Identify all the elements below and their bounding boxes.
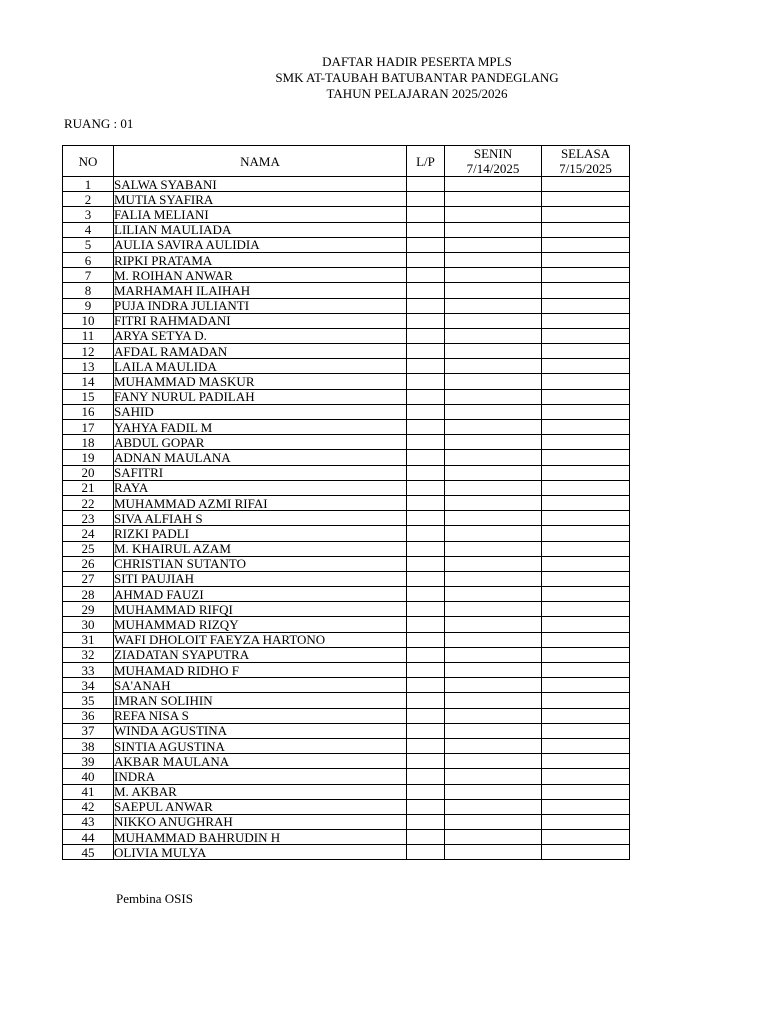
row-tuesday-cell [542,359,630,374]
row-monday-cell [445,830,542,845]
row-name: MUHAMMAD MASKUR [114,374,407,389]
row-gender-cell [407,754,445,769]
row-gender-cell [407,435,445,450]
row-gender-cell [407,830,445,845]
row-monday-cell [445,313,542,328]
row-name: AULIA SAVIRA AULIDIA [114,237,407,252]
row-name: SITI PAUJIAH [114,571,407,586]
row-name: M. KHAIRUL AZAM [114,541,407,556]
row-tuesday-cell [542,723,630,738]
table-row [63,617,630,632]
row-gender-cell [407,814,445,829]
row-number: 7 [63,268,114,283]
row-tuesday-cell [542,450,630,465]
row-name: SAHID [114,404,407,419]
row-number: 11 [63,328,114,343]
row-gender-cell [407,420,445,435]
row-tuesday-cell [542,328,630,343]
row-number: 24 [63,526,114,541]
row-name: INDRA [114,769,407,784]
row-monday-cell [445,222,542,237]
row-gender-cell [407,617,445,632]
row-tuesday-cell [542,237,630,252]
row-number: 23 [63,511,114,526]
row-number: 10 [63,313,114,328]
row-monday-cell [445,389,542,404]
row-monday-cell [445,647,542,662]
row-name: M. ROIHAN ANWAR [114,268,407,283]
table-row [63,647,630,662]
row-gender-cell [407,526,445,541]
table-row [63,754,630,769]
table-row [63,435,630,450]
row-gender-cell [407,404,445,419]
row-number: 5 [63,237,114,252]
row-tuesday-cell [542,708,630,723]
table-row [63,693,630,708]
table-row [63,678,630,693]
tuesday-date: 7/15/2025 [559,161,612,176]
table-row [63,252,630,267]
row-name: WAFI DHOLOIT FAEYZA HARTONO [114,632,407,647]
row-name: MUHAMMAD BAHRUDIN H [114,830,407,845]
row-gender-cell [407,495,445,510]
row-gender-cell [407,723,445,738]
row-gender-cell [407,465,445,480]
row-monday-cell [445,754,542,769]
row-tuesday-cell [542,693,630,708]
row-tuesday-cell [542,754,630,769]
row-gender-cell [407,738,445,753]
row-number: 41 [63,784,114,799]
row-gender-cell [407,799,445,814]
table-row [63,404,630,419]
row-name: REFA NISA S [114,708,407,723]
table-row [63,632,630,647]
table-row [63,769,630,784]
row-monday-cell [445,480,542,495]
row-gender-cell [407,359,445,374]
column-header-name: NAMA [114,146,407,177]
row-gender-cell [407,663,445,678]
row-gender-cell [407,268,445,283]
row-number: 6 [63,252,114,267]
row-gender-cell [407,192,445,207]
row-tuesday-cell [542,177,630,192]
table-row [63,374,630,389]
table-row [63,268,630,283]
row-monday-cell [445,693,542,708]
row-name: SIVA ALFIAH S [114,511,407,526]
table-row [63,283,630,298]
monday-label: SENIN [473,146,513,161]
row-number: 42 [63,799,114,814]
row-monday-cell [445,404,542,419]
signature-label: Pembina OSIS [116,891,193,906]
row-monday-cell [445,632,542,647]
row-gender-cell [407,541,445,556]
monday-date: 7/14/2025 [466,161,520,176]
row-name: NIKKO ANUGHRAH [114,814,407,829]
row-tuesday-cell [542,738,630,753]
row-gender-cell [407,207,445,222]
row-monday-cell [445,663,542,678]
row-name: MARHAMAH ILAIHAH [114,283,407,298]
row-tuesday-cell [542,845,630,860]
row-tuesday-cell [542,571,630,586]
row-name: MUHAMMAD AZMI RIFAI [114,495,407,510]
row-monday-cell [445,344,542,359]
row-gender-cell [407,237,445,252]
row-number: 17 [63,420,114,435]
row-number: 16 [63,404,114,419]
row-number: 38 [63,738,114,753]
room-label: RUANG : 01 [64,116,134,131]
row-number: 43 [63,814,114,829]
row-number: 3 [63,207,114,222]
row-monday-cell [445,177,542,192]
row-monday-cell [445,511,542,526]
row-name: SINTIA AGUSTINA [114,738,407,753]
table-row [63,845,630,860]
row-name: OLIVIA MULYA [114,845,407,860]
row-number: 15 [63,389,114,404]
row-monday-cell [445,708,542,723]
table-row [63,814,630,829]
row-tuesday-cell [542,784,630,799]
row-number: 32 [63,647,114,662]
row-tuesday-cell [542,541,630,556]
row-tuesday-cell [542,769,630,784]
row-gender-cell [407,344,445,359]
table-row [63,556,630,571]
row-name: PUJA INDRA JULIANTI [114,298,407,313]
row-monday-cell [445,738,542,753]
row-number: 26 [63,556,114,571]
academic-year: TAHUN PELAJARAN 2025/2026 [326,86,508,101]
tuesday-label: SELASA [560,146,611,161]
row-monday-cell [445,617,542,632]
row-number: 14 [63,374,114,389]
row-number: 8 [63,283,114,298]
row-gender-cell [407,283,445,298]
row-number: 44 [63,830,114,845]
row-number: 39 [63,754,114,769]
row-monday-cell [445,814,542,829]
table-row [63,799,630,814]
row-monday-cell [445,450,542,465]
row-number: 27 [63,571,114,586]
row-monday-cell [445,420,542,435]
row-name: MUHAMAD RIDHO F [114,663,407,678]
row-tuesday-cell [542,617,630,632]
table-header-row [63,146,630,177]
row-gender-cell [407,845,445,860]
row-name: ARYA SETYA D. [114,328,407,343]
row-tuesday-cell [542,268,630,283]
column-header-no: NO [63,146,114,177]
row-tuesday-cell [542,313,630,328]
table-row [63,177,630,192]
row-number: 19 [63,450,114,465]
row-number: 33 [63,663,114,678]
table-row [63,344,630,359]
row-tuesday-cell [542,465,630,480]
row-number: 25 [63,541,114,556]
row-gender-cell [407,511,445,526]
row-name: LILIAN MAULIADA [114,222,407,237]
row-gender-cell [407,374,445,389]
row-monday-cell [445,328,542,343]
row-number: 20 [63,465,114,480]
row-name: RIZKI PADLI [114,526,407,541]
row-name: ADNAN MAULANA [114,450,407,465]
row-monday-cell [445,845,542,860]
row-tuesday-cell [542,404,630,419]
row-gender-cell [407,784,445,799]
row-tuesday-cell [542,192,630,207]
row-gender-cell [407,480,445,495]
table-row [63,738,630,753]
row-monday-cell [445,465,542,480]
row-number: 9 [63,298,114,313]
table-row [63,298,630,313]
table-row [63,237,630,252]
row-tuesday-cell [542,420,630,435]
row-monday-cell [445,435,542,450]
row-monday-cell [445,526,542,541]
row-number: 4 [63,222,114,237]
row-tuesday-cell [542,252,630,267]
row-gender-cell [407,252,445,267]
table-row [63,328,630,343]
row-gender-cell [407,587,445,602]
row-gender-cell [407,328,445,343]
row-name: CHRISTIAN SUTANTO [114,556,407,571]
row-number: 35 [63,693,114,708]
row-name: ZIADATAN SYAPUTRA [114,647,407,662]
table-row [63,480,630,495]
row-number: 40 [63,769,114,784]
table-row [63,784,630,799]
row-name: FANY NURUL PADILAH [114,389,407,404]
row-gender-cell [407,450,445,465]
row-number: 1 [63,177,114,192]
row-name: AFDAL RAMADAN [114,344,407,359]
row-monday-cell [445,252,542,267]
row-number: 45 [63,845,114,860]
row-monday-cell [445,298,542,313]
row-tuesday-cell [542,495,630,510]
table-row [63,830,630,845]
row-tuesday-cell [542,435,630,450]
table-row [63,450,630,465]
row-tuesday-cell [542,587,630,602]
row-tuesday-cell [542,344,630,359]
row-number: 34 [63,678,114,693]
row-tuesday-cell [542,602,630,617]
row-number: 21 [63,480,114,495]
row-name: YAHYA FADIL M [114,420,407,435]
row-name: SA'ANAH [114,678,407,693]
table-row [63,313,630,328]
row-gender-cell [407,678,445,693]
table-row [63,511,630,526]
table-row [63,495,630,510]
row-tuesday-cell [542,632,630,647]
row-number: 37 [63,723,114,738]
row-number: 36 [63,708,114,723]
row-name: FALIA MELIANI [114,207,407,222]
row-number: 30 [63,617,114,632]
row-name: SAFITRI [114,465,407,480]
row-name: M. AKBAR [114,784,407,799]
row-monday-cell [445,268,542,283]
table-row [63,571,630,586]
row-gender-cell [407,602,445,617]
table-row [63,222,630,237]
row-tuesday-cell [542,298,630,313]
column-header-gender: L/P [407,146,445,177]
table-row [63,723,630,738]
row-name: WINDA AGUSTINA [114,723,407,738]
table-row [63,602,630,617]
row-monday-cell [445,723,542,738]
row-tuesday-cell [542,374,630,389]
row-tuesday-cell [542,678,630,693]
table-row [63,359,630,374]
row-monday-cell [445,237,542,252]
row-tuesday-cell [542,283,630,298]
column-header-monday [445,146,542,177]
row-gender-cell [407,556,445,571]
row-tuesday-cell [542,556,630,571]
table-row [63,587,630,602]
row-monday-cell [445,283,542,298]
row-tuesday-cell [542,207,630,222]
row-gender-cell [407,389,445,404]
row-number: 13 [63,359,114,374]
row-monday-cell [445,207,542,222]
row-number: 18 [63,435,114,450]
row-number: 28 [63,587,114,602]
table-row [63,708,630,723]
row-tuesday-cell [542,222,630,237]
column-header-tuesday [542,146,630,177]
row-name: SAEPUL ANWAR [114,799,407,814]
row-name: RIPKI PRATAMA [114,252,407,267]
row-tuesday-cell [542,663,630,678]
table-row [63,465,630,480]
row-tuesday-cell [542,814,630,829]
row-monday-cell [445,192,542,207]
row-number: 12 [63,344,114,359]
row-tuesday-cell [542,647,630,662]
table-row [63,526,630,541]
row-number: 2 [63,192,114,207]
table-row [63,192,630,207]
row-tuesday-cell [542,526,630,541]
row-gender-cell [407,313,445,328]
row-gender-cell [407,708,445,723]
row-monday-cell [445,678,542,693]
row-name: LAILA MAULIDA [114,359,407,374]
row-name: ABDUL GOPAR [114,435,407,450]
row-gender-cell [407,769,445,784]
row-number: 31 [63,632,114,647]
row-monday-cell [445,556,542,571]
row-tuesday-cell [542,511,630,526]
row-tuesday-cell [542,799,630,814]
row-name: FITRI RAHMADANI [114,313,407,328]
document-title: DAFTAR HADIR PESERTA MPLS [322,54,512,69]
row-name: MUHAMMAD RIZQY [114,617,407,632]
row-gender-cell [407,571,445,586]
row-gender-cell [407,632,445,647]
row-monday-cell [445,541,542,556]
row-gender-cell [407,693,445,708]
row-name: SALWA SYABANI [114,177,407,192]
row-name: MUTIA SYAFIRA [114,192,407,207]
row-monday-cell [445,374,542,389]
table-row [63,420,630,435]
row-monday-cell [445,602,542,617]
row-number: 22 [63,495,114,510]
document-header [0,54,768,102]
row-name: RAYA [114,480,407,495]
attendance-table [62,145,630,860]
row-tuesday-cell [542,830,630,845]
row-monday-cell [445,769,542,784]
row-monday-cell [445,784,542,799]
row-monday-cell [445,587,542,602]
row-gender-cell [407,647,445,662]
row-number: 29 [63,602,114,617]
table-row [63,541,630,556]
row-monday-cell [445,359,542,374]
row-gender-cell [407,177,445,192]
row-tuesday-cell [542,480,630,495]
row-name: AHMAD FAUZI [114,587,407,602]
table-row [63,207,630,222]
row-gender-cell [407,298,445,313]
table-row [63,663,630,678]
row-monday-cell [445,495,542,510]
row-gender-cell [407,222,445,237]
row-name: MUHAMMAD RIFQI [114,602,407,617]
row-monday-cell [445,799,542,814]
row-monday-cell [445,571,542,586]
school-name: SMK AT-TAUBAH BATUBANTAR PANDEGLANG [275,70,559,85]
row-name: IMRAN SOLIHIN [114,693,407,708]
row-tuesday-cell [542,389,630,404]
row-name: AKBAR MAULANA [114,754,407,769]
table-row [63,389,630,404]
